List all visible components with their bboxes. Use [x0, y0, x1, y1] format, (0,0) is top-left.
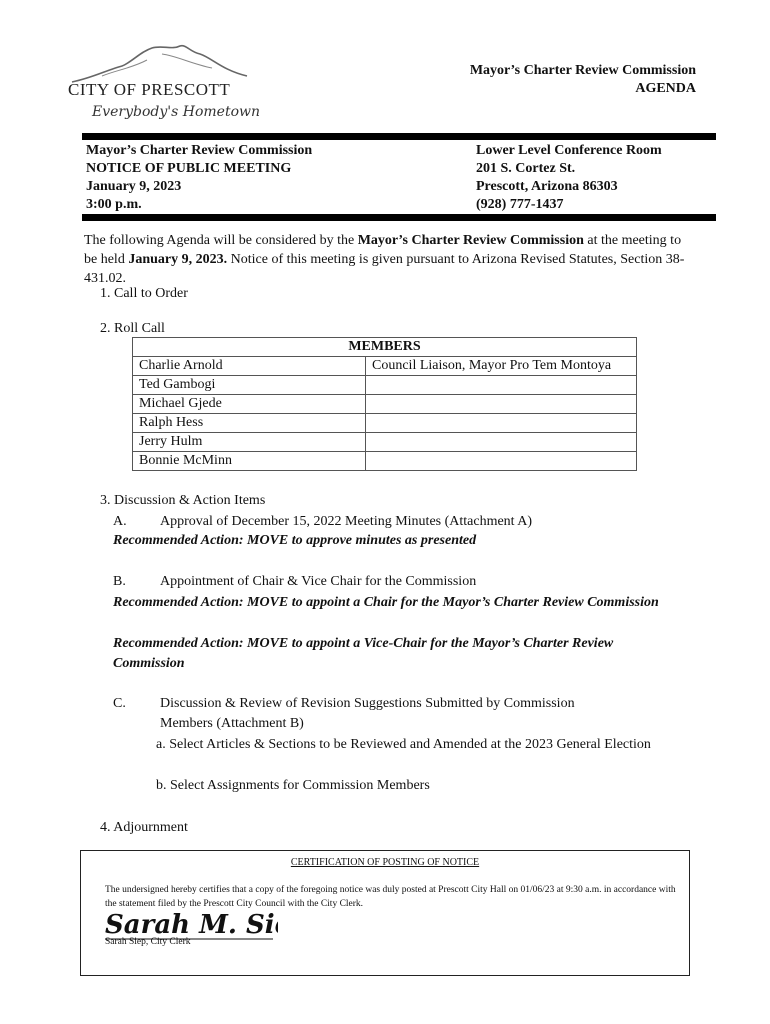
header-title: Mayor’s Charter Review Commission — [469, 63, 696, 78]
item-roll-call: 2. Roll Call — [100, 321, 165, 336]
meeting-date: January 9, 2023 — [86, 179, 182, 194]
agenda-header — [470, 62, 696, 98]
meeting-time: 3:00 p.m. — [86, 197, 142, 212]
meeting-city: Prescott, Arizona 86303 — [476, 179, 618, 194]
info-divider — [82, 214, 716, 221]
table-row — [133, 433, 637, 452]
logo-tagline: Everybody's Hometown — [92, 104, 261, 120]
member-name: Ralph Hess — [133, 414, 366, 433]
logo-city-name: CITY OF PRESCOTT — [68, 80, 231, 99]
table-row — [133, 395, 637, 414]
member-note — [366, 395, 637, 414]
item-b-recommendation-1: Recommended Action: MOVE to appoint a Chair for the Mayor’s Charter Review Commission — [113, 595, 659, 610]
item-a-recommendation: Recommended Action: MOVE to approve minutes as presented — [113, 533, 477, 548]
city-logo — [62, 40, 262, 130]
member-note — [366, 452, 637, 471]
intro-paragraph — [84, 231, 696, 288]
item-b-recommendation-2: Recommended Action: MOVE to appoint a Vice-Chair for the Mayor’s Charter Review Commission — [113, 636, 614, 671]
item-b-text: Appointment of Chair & Vice Chair for the Commission — [160, 574, 477, 589]
member-name: Jerry Hulm — [133, 433, 366, 452]
members-table — [132, 337, 637, 471]
signer-name: Sarah Siep, City Clerk — [105, 937, 191, 947]
member-note: Council Liaison, Mayor Pro Tem Montoya — [366, 357, 637, 376]
meeting-info-left — [86, 142, 312, 214]
intro-text-1: The following Agenda will be considered by the — [84, 233, 358, 248]
item-adjournment: 4. Adjournment — [100, 820, 188, 835]
certification-title: CERTIFICATION OF POSTING OF NOTICE — [290, 857, 480, 868]
members-header-row — [133, 338, 637, 357]
table-row — [133, 414, 637, 433]
intro-bold-2: January 9, 2023. — [128, 252, 228, 267]
member-note — [366, 376, 637, 395]
item-a-text: Approval of December 15, 2022 Meeting Minutes (Attachment A) — [160, 514, 533, 529]
table-row — [133, 452, 637, 471]
member-name: Charlie Arnold — [133, 357, 366, 376]
item-a-letter: A. — [113, 514, 127, 529]
intro-text-3: Notice of this meeting is given pursuant to Arizona Revised Statutes, Section 38-431.02. — [84, 252, 685, 286]
item-c-letter: C. — [113, 696, 126, 711]
meeting-body: Mayor’s Charter Review Commission — [86, 143, 313, 158]
item-c-sub-a: a. Select Articles & Sections to be Reviewed and Amended at the 2023 General Election — [156, 737, 651, 752]
item-c-text: Discussion & Review of Revision Suggestions Submitted by Commission Members (Attachment B) — [160, 696, 575, 731]
meeting-info-right — [476, 142, 662, 214]
member-name: Bonnie McMinn — [133, 452, 366, 471]
meeting-room: Lower Level Conference Room — [476, 143, 662, 158]
table-row — [133, 376, 637, 395]
member-name: Ted Gambogi — [133, 376, 366, 395]
certification-box — [80, 850, 690, 976]
member-note — [366, 414, 637, 433]
item-call-to-order: 1. Call to Order — [100, 286, 188, 301]
item-c-sub-b: b. Select Assignments for Commission Members — [156, 778, 430, 793]
meeting-notice: NOTICE OF PUBLIC MEETING — [86, 161, 292, 176]
header-subtitle: AGENDA — [635, 81, 696, 96]
meeting-street: 201 S. Cortez St. — [476, 161, 576, 176]
top-divider — [82, 133, 716, 140]
member-note — [366, 433, 637, 452]
intro-text-2: at the meeting to be held — [84, 233, 682, 267]
intro-bold-1: Mayor’s Charter Review Commission — [357, 233, 584, 248]
meeting-phone: (928) 777-1437 — [476, 197, 564, 212]
members-header: MEMBERS — [133, 338, 637, 357]
item-b-letter: B. — [113, 574, 126, 589]
certification-text: The undersigned hereby certifies that a copy of the foregoing notice was duly posted at Prescott City Hall on 01/06/23 at 9:30 a.m. in accordance with the statement filed by the Prescott City Council with the City Clerk. — [105, 885, 676, 909]
item-discussion: 3. Discussion & Action Items — [100, 493, 266, 508]
member-name: Michael Gjede — [133, 395, 366, 414]
signature-text: Sarah M. Si — [105, 911, 275, 940]
table-row — [133, 357, 637, 376]
